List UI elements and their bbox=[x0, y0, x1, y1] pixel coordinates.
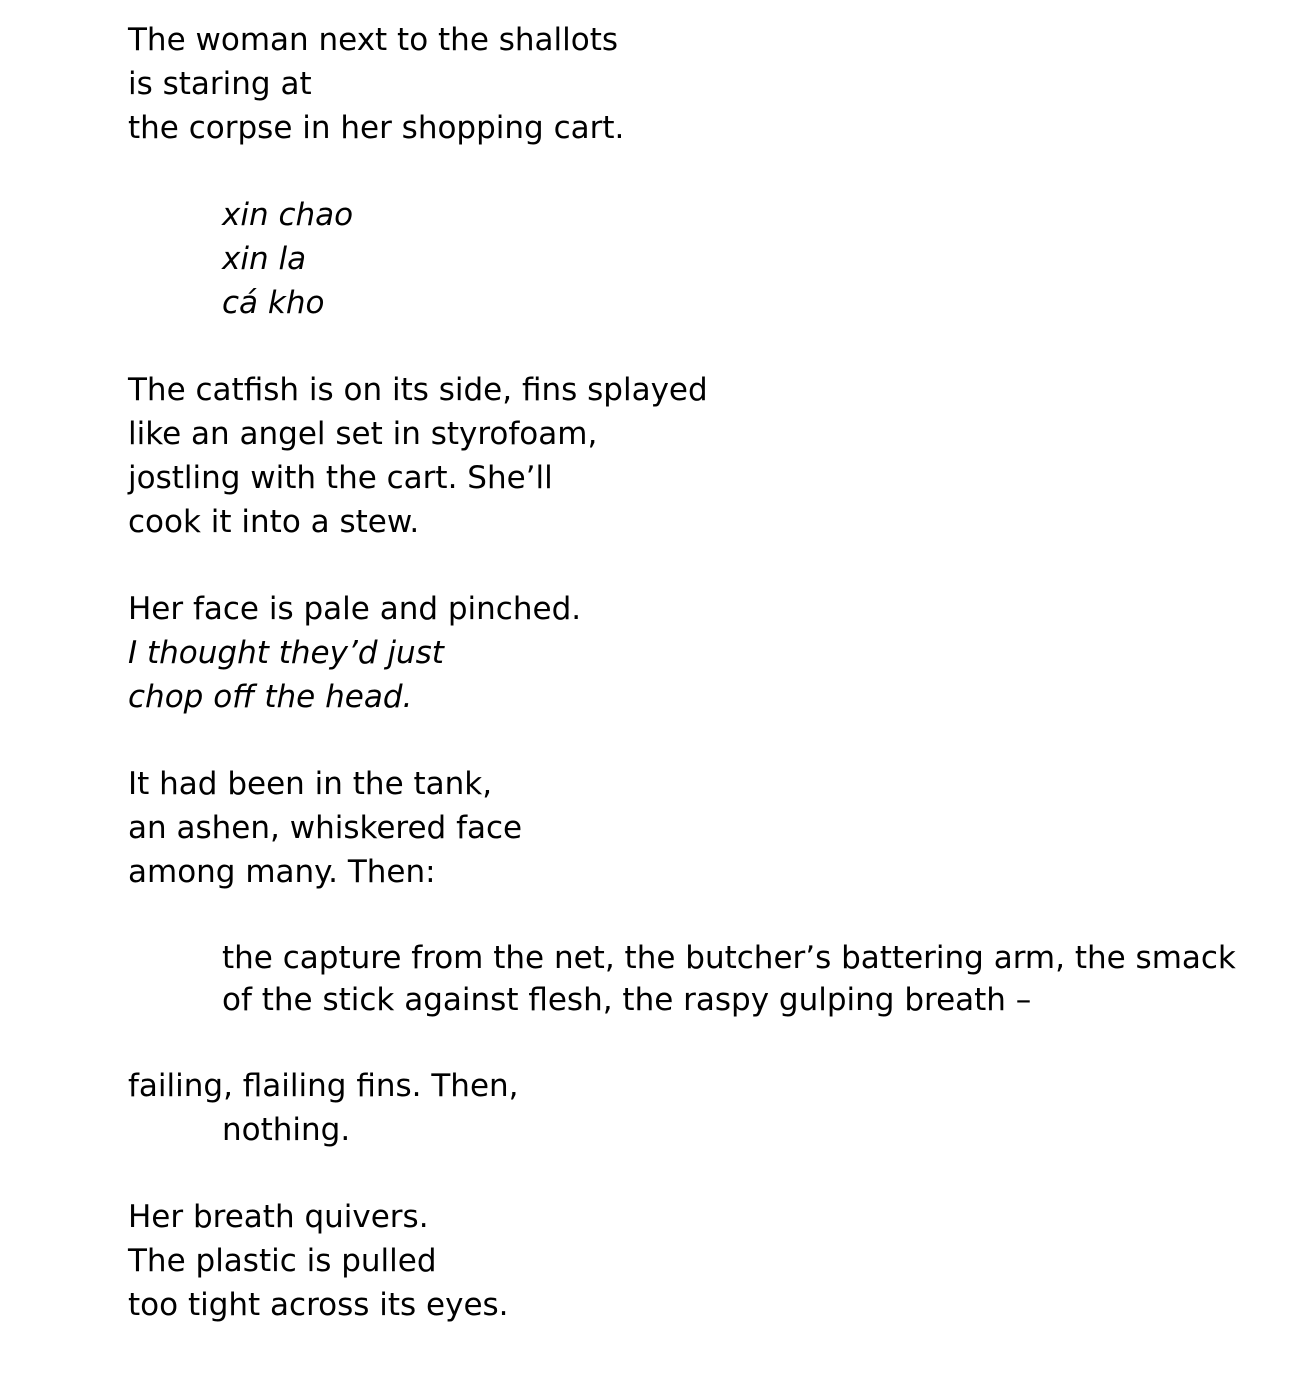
poem-line: The plastic is pulled bbox=[128, 1243, 437, 1279]
poem-line: cook it into a stew. bbox=[128, 504, 420, 540]
stanza-7 bbox=[128, 1064, 1288, 1152]
stanza-2-vietnamese bbox=[128, 193, 1288, 325]
poem bbox=[128, 18, 1288, 1370]
poem-line: The catfish is on its side, fins splayed bbox=[128, 372, 708, 408]
stanza-8 bbox=[128, 1195, 1288, 1327]
poem-line: among many. Then: bbox=[128, 854, 436, 890]
stanza-4 bbox=[128, 587, 1288, 719]
poem-line: The woman next to the shallots bbox=[128, 22, 619, 58]
poem-line: like an angel set in styrofoam, bbox=[128, 416, 598, 452]
stanza-3 bbox=[128, 368, 1288, 544]
poem-line: xin chao bbox=[222, 197, 354, 233]
poem-line: failing, flailing fins. Then, bbox=[128, 1068, 519, 1104]
poem-line: the capture from the net, the butcher’s battering arm, the smack bbox=[222, 940, 1236, 976]
poem-line: cá kho bbox=[222, 285, 325, 321]
stanza-1 bbox=[128, 18, 1288, 150]
poem-line-italic: I thought they’d just bbox=[128, 635, 444, 671]
poem-line: Her face is pale and pinched. bbox=[128, 591, 582, 627]
poem-line: an ashen, whiskered face bbox=[128, 810, 523, 846]
poem-line-italic: chop off the head. bbox=[128, 679, 413, 715]
poem-line: Her breath quivers. bbox=[128, 1199, 429, 1235]
stanza-6-prose bbox=[128, 937, 1288, 1021]
poem-line: the corpse in her shopping cart. bbox=[128, 110, 625, 146]
poem-line: It had been in the tank, bbox=[128, 766, 493, 802]
poem-line: too tight across its eyes. bbox=[128, 1287, 509, 1323]
poem-line: of the stick against flesh, the raspy gulping breath – bbox=[222, 982, 1032, 1018]
poem-line: jostling with the cart. She’ll bbox=[128, 460, 553, 496]
poem-line: is staring at bbox=[128, 66, 312, 102]
poem-line-indented: nothing. bbox=[222, 1112, 351, 1148]
stanza-5 bbox=[128, 762, 1288, 894]
poem-line: xin la bbox=[222, 241, 307, 277]
